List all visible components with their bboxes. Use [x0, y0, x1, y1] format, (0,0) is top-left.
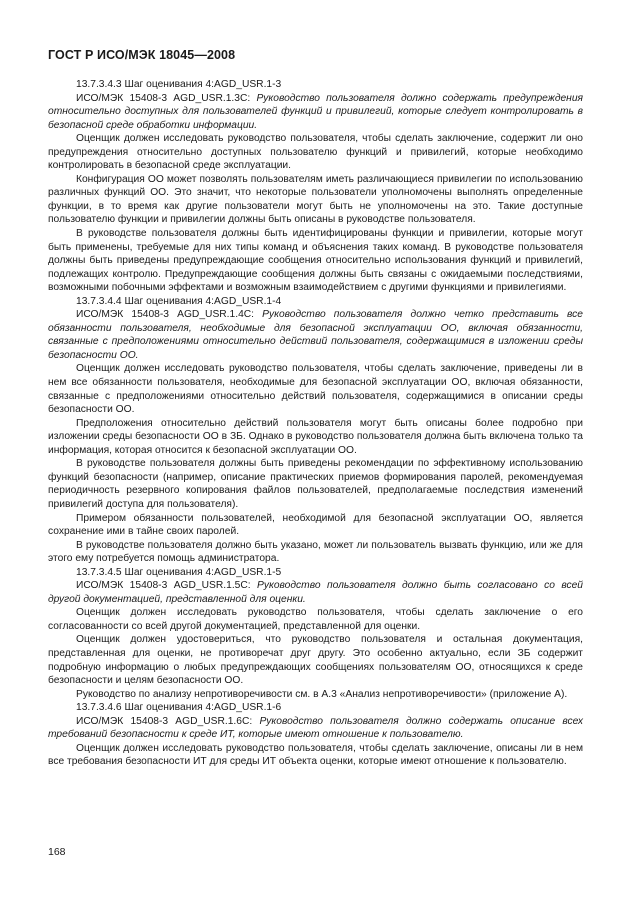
requirement-text: Руководство пользователя должно быть согласовано со всей другой документацией, представленной для оценки. — [48, 580, 583, 605]
page-number: 168 — [48, 846, 66, 858]
body-paragraph: В руководстве пользователя должны быть приведены рекомендации по эффективному использованию функций безопасности (например, описание практических приемов формирования паролей, рекомендуемая периодичность резервного копирования файлов пользователей, предполагаемые последствия изменений привилегий доступа для пользователя). — [48, 458, 583, 510]
body-paragraph: Оценщик должен исследовать руководство пользователя, чтобы сделать заключение, описаны ли в нем все требования безопасности ИТ для среды ИТ объекта оценки, которые имеют отношение к пользователю. — [48, 742, 583, 768]
clause-heading: 13.7.3.4.4 Шаг оценивания 4:AGD_USR.1-4 — [76, 295, 282, 307]
body-paragraph: Предположения относительно действий пользователя могут быть описаны более подробно при изложении среды безопасности ОО в ЗБ. Однако в руководство пользователя должна быть включена только та информация, которая относится к безопасной эксплуатации ОО. — [48, 417, 583, 456]
page-header-title: ГОСТ Р ИСО/МЭК 18045—2008 — [48, 48, 236, 62]
requirement-text: Руководство пользователя должно четко представить все обязанности пользователя, необходимые для безопасной эксплуатации ОО, включая обязанности, связанные с предположениями относительно действий пользователя, содержащимися в изложении среды безопасности ОО. — [48, 309, 583, 361]
requirement-text: Руководство пользователя должно содержать описание всех требований безопасности к среде ИТ, которые имеют отношение к пользователю. — [48, 715, 583, 741]
body-paragraph: Руководство по анализу непротиворечивости см. в А.3 «Анализ непротиворечивости» (приложение А). — [76, 688, 568, 700]
body-paragraph: Примером обязанности пользователей, необходимой для безопасной эксплуатации ОО, является сохранение ими в тайне своих паролей. — [48, 512, 583, 538]
requirement-reference: ИСО/МЭК 15408-3 AGD_USR.1.3С: — [76, 92, 257, 104]
requirement-reference: ИСО/МЭК 15408-3 AGD_USR.1.5С: — [76, 580, 258, 592]
body-paragraph: Оценщик должен исследовать руководство пользователя, чтобы сделать заключение о его согласованности со всей другой документацией, представленной для оценки. — [48, 607, 583, 632]
body-paragraph: Оценщик должен исследовать руководство пользователя, чтобы сделать заключение, содержит ли оно предупреждения относительно доступных пользователю функций и привилегий, которые необходимо контролировать в безопасной среде эксплуатации. — [48, 133, 583, 172]
body-paragraph: В руководстве пользователя должны быть идентифицированы функции и привилегии, которые могут быть применены, требуемые для них типы команд и объяснения таких команд. В руководстве пользователя должны быть приведены предупреждающие сообщения относительно использования функций и привилегий, подлежащих контролю. Предупреждающие сообщения должны быть связаны с ожидаемыми последствиями, возможными побочными эффектами и возможным взаимодействием с другими функциями и привилегиями. — [48, 228, 583, 294]
clause-heading: 13.7.3.4.5 Шаг оценивания 4:AGD_USR.1-5 — [76, 566, 282, 578]
clause-heading: 13.7.3.4.6 Шаг оценивания 4:AGD_USR.1-6 — [76, 702, 282, 714]
clause-heading: 13.7.3.4.3 Шаг оценивания 4:AGD_USR.1-3 — [76, 79, 282, 90]
requirement-paragraph — [48, 308, 583, 362]
requirement-text: Руководство пользователя должно содержать предупреждения относительно доступных для пользователей функций и привилегий, которые следует контролировать в безопасной среде обработки информации. — [48, 92, 583, 131]
requirement-reference: ИСО/МЭК 15408-3 AGD_USR.1.6С: — [76, 715, 260, 727]
requirement-paragraph — [48, 92, 583, 133]
requirement-paragraph — [48, 579, 583, 606]
requirement-paragraph — [48, 715, 583, 742]
document-body — [48, 78, 583, 769]
requirement-reference: ИСО/МЭК 15408-3 AGD_USR.1.4С: — [76, 309, 263, 321]
body-paragraph: Конфигурация ОО может позволять пользователям иметь различающиеся привилегии по использованию различных функций ОО. Это значит, что некоторые пользователи уполномочены выполнять определенные функции, в то время как другие пользователи могут быть не уполномочены на это. Такие доступные пользователю функции и привилегии должны быть описаны в руководстве пользователя. — [48, 173, 583, 226]
body-paragraph: В руководстве пользователя должно быть указано, может ли пользователь вызвать функцию, или же для этого ему потребуется помощь администратора. — [48, 539, 583, 565]
body-paragraph: Оценщик должен исследовать руководство пользователя, чтобы сделать заключение, приведены ли в нем все обязанности пользователя, необходимые для безопасной эксплуатации ОО, включая обязанности, связанные с предположениями относительно действий пользователя, содержащимися в описании среды безопасности ОО. — [48, 363, 583, 416]
body-paragraph: Оценщик должен удостовериться, что руководство пользователя и остальная документация, представленная для оценки, не противоречат друг другу. Это особенно актуально, если ЗБ содержит подробную информацию о любых предупреждающих сообщениях пользователям ОО, относящихся к среде безопасности и целям безопасности ОО. — [48, 634, 583, 687]
